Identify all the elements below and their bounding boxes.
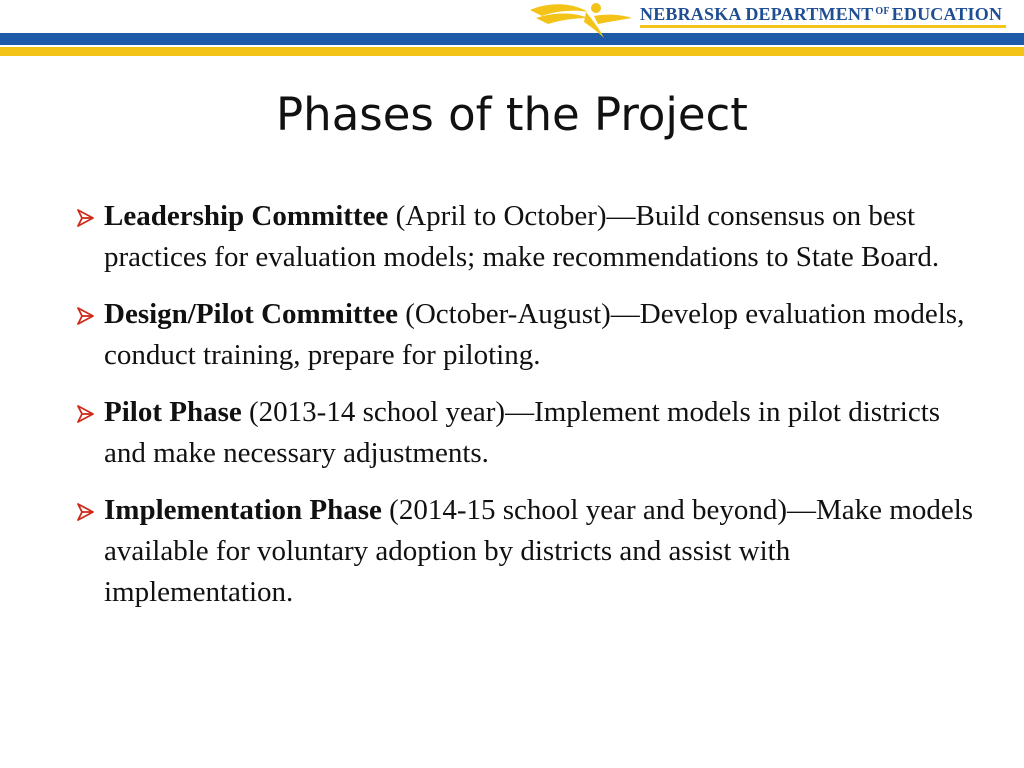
arrow-bullet-icon (76, 503, 96, 521)
header-gold-stripe (0, 47, 1024, 56)
arrow-bullet-icon (76, 405, 96, 423)
phase-item-pilot (76, 392, 976, 474)
phase-description: (2014-15 school year and beyond)—Make models available for voluntary adoption by districts and assist with implementation. (104, 494, 974, 608)
organization-name-of: OF (875, 6, 890, 17)
phase-term: Leadership Committee (104, 200, 389, 232)
phase-description: (October-August)—Develop evaluation models, conduct training, prepare for piloting. (104, 298, 965, 371)
slide-title: Phases of the Project (276, 88, 748, 141)
organization-name-suffix: EDUCATION (891, 4, 1003, 24)
organization-name (640, 4, 1002, 25)
header-band (0, 0, 1024, 60)
logo-underline (640, 25, 1006, 28)
arrow-bullet-icon (76, 307, 96, 325)
header-blue-stripe (0, 33, 1024, 45)
phase-item-implementation (76, 490, 976, 613)
phase-item-design-pilot (76, 294, 976, 376)
arrow-bullet-icon (76, 209, 96, 227)
nde-logo-icon (528, 0, 638, 42)
phase-list (76, 196, 976, 629)
phase-term: Implementation Phase (104, 494, 382, 526)
organization-name-main: NEBRASKA DEPARTMENT (640, 4, 874, 24)
phase-term: Design/Pilot Committee (104, 298, 398, 330)
phase-description: (2013-14 school year)—Implement models in pilot districts and make necessary adjustments. (104, 396, 941, 469)
phase-description: (April to October)—Build consensus on best practices for evaluation models; make recommendations to State Board. (104, 200, 940, 273)
phase-term: Pilot Phase (104, 396, 242, 428)
phase-item-leadership (76, 196, 976, 278)
